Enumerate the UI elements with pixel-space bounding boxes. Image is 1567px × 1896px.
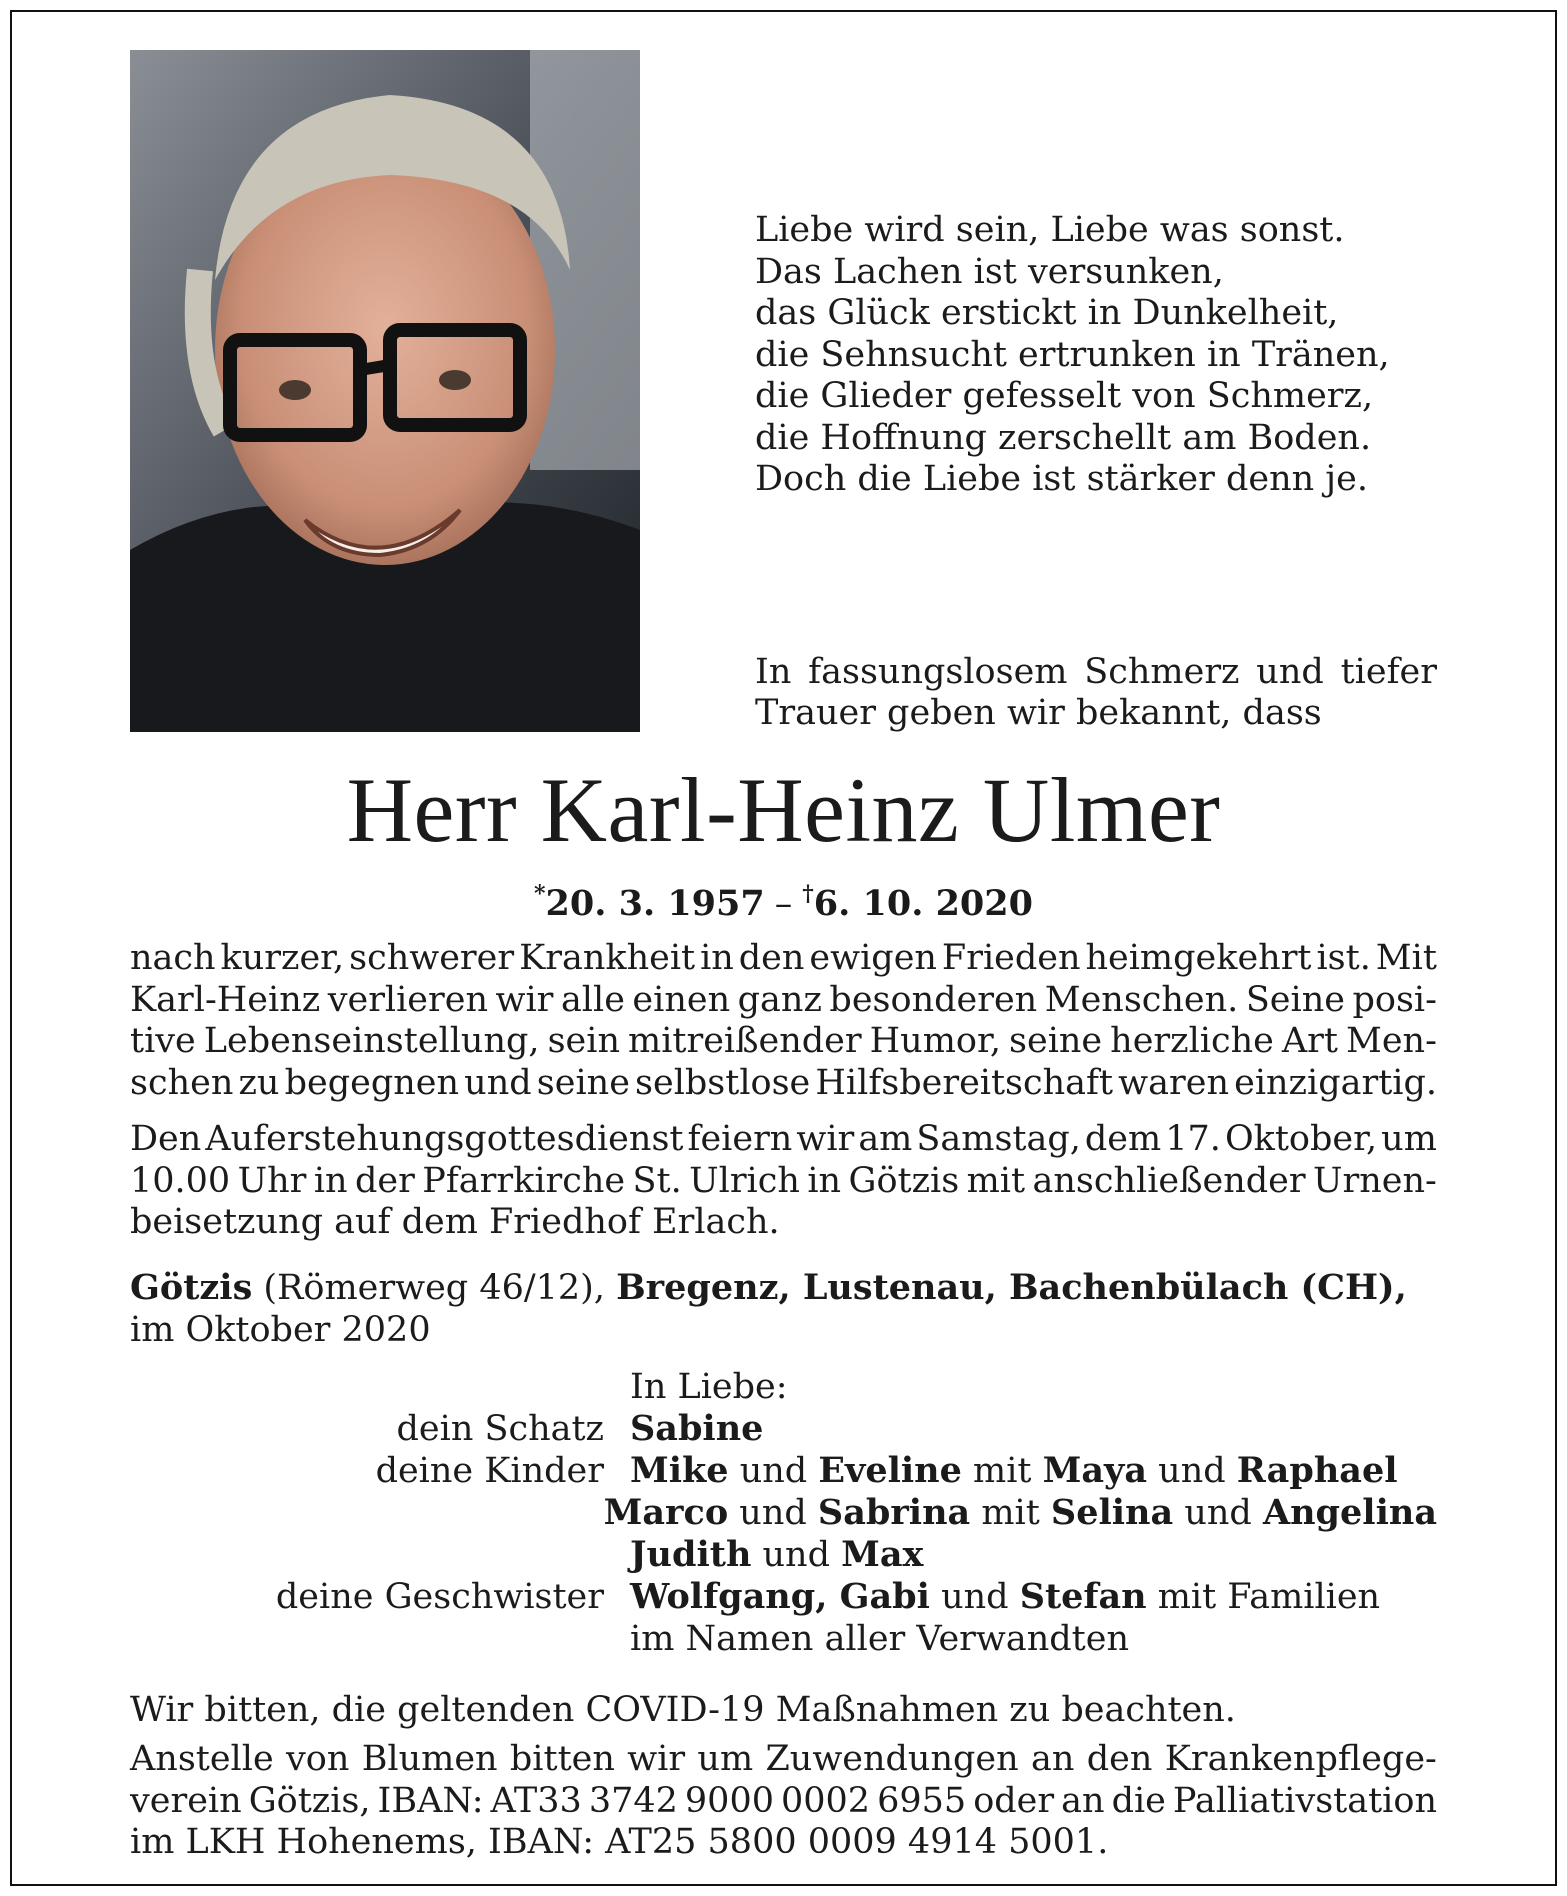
word: Krankenpflege- — [1164, 1739, 1437, 1779]
word: zu — [238, 1062, 280, 1103]
word: Uhr — [237, 1160, 307, 1201]
word: ganz — [737, 979, 822, 1020]
covid-notice: Wir bitten, die geltenden COVID-19 Maßnahmen zu beachten. — [130, 1690, 1236, 1730]
mourner-name: Sabine — [630, 1408, 764, 1449]
word: herzliche — [1110, 1021, 1274, 1062]
paragraph-last-line: beisetzung auf dem Friedhof Erlach. — [130, 1202, 780, 1243]
justified-line — [130, 980, 1437, 1022]
mourner-names — [630, 1450, 1398, 1492]
justified-line — [130, 1119, 1437, 1161]
mourner-row — [130, 1408, 1437, 1450]
connector-text: mit — [961, 1451, 1043, 1491]
mourners-heading: In Liebe: — [630, 1367, 788, 1407]
intro-line-2: Trauer geben wir bekannt, dass — [755, 693, 1322, 733]
mourner-name: Stefan — [1019, 1576, 1147, 1617]
word: am — [858, 1119, 913, 1159]
word: St. — [632, 1160, 682, 1201]
word: Seine — [1245, 979, 1345, 1020]
mourner-name: Raphael — [1236, 1450, 1398, 1491]
intro-line-1 — [755, 652, 1437, 693]
connector-text: mit — [970, 1493, 1051, 1533]
word: Götzis — [848, 1160, 960, 1201]
word: Krankheit — [519, 938, 696, 978]
mourner-role: dein Schatz — [396, 1409, 604, 1449]
word: waren — [1118, 1062, 1229, 1103]
word: Palliativstation — [1172, 1780, 1437, 1821]
justified-line — [130, 1781, 1437, 1823]
date-line: im Oktober 2020 — [130, 1309, 431, 1350]
mourner-names — [630, 1408, 763, 1450]
word: Auferstehungsgottesdienst — [205, 1119, 684, 1159]
mourner-name: Marco — [603, 1492, 729, 1533]
word: Urnen- — [1313, 1160, 1437, 1201]
word: verein — [130, 1780, 242, 1821]
mourner-name: Max — [841, 1534, 924, 1575]
word: 17. — [1165, 1119, 1221, 1159]
mourner-role — [130, 1492, 604, 1534]
word: der — [355, 1160, 415, 1201]
birth-date: 20. 3. 1957 — [545, 883, 765, 924]
death-date: 6. 10. 2020 — [813, 883, 1033, 924]
word: Art — [1281, 1021, 1338, 1062]
mourner-name: Wolfgang, Gabi — [630, 1576, 930, 1617]
service-paragraph — [130, 1119, 1437, 1244]
connector-text: im Namen aller Verwandten — [630, 1619, 1129, 1659]
word: Men- — [1345, 1021, 1437, 1062]
donation-paragraph — [130, 1739, 1437, 1864]
intro-word: Schmerz — [1084, 652, 1240, 692]
word: alle — [560, 979, 625, 1020]
word: um — [697, 1739, 754, 1779]
word: besonderen — [829, 979, 1038, 1020]
word: verlieren — [327, 979, 489, 1020]
mourner-name: Selina — [1050, 1492, 1174, 1533]
word: Mit — [1375, 938, 1437, 978]
portrait-photo — [130, 50, 640, 732]
word: Karl-Heinz — [130, 979, 321, 1020]
mourner-name: Sabrina — [817, 1492, 971, 1533]
justified-line — [130, 1063, 1437, 1105]
justified-line — [130, 1161, 1437, 1203]
mourner-name: Judith — [630, 1534, 752, 1575]
word: 9000 — [684, 1780, 774, 1821]
word: Menschen. — [1044, 979, 1239, 1020]
word: Samstag, — [916, 1119, 1081, 1159]
word: wir — [627, 1739, 686, 1779]
word: ewigen — [809, 938, 937, 978]
connector-text: und — [929, 1577, 1020, 1617]
word: Lebenseinstellung, — [203, 1021, 540, 1062]
word: posi- — [1352, 979, 1437, 1020]
word: den — [1086, 1739, 1153, 1779]
place-and-date — [130, 1267, 1407, 1351]
word: kurzer, — [220, 938, 345, 978]
mourner-names — [630, 1576, 1380, 1618]
word: sein — [547, 1021, 620, 1062]
other-places: Bregenz, Lustenau, Bachenbülach (CH), — [616, 1267, 1407, 1308]
mourner-role: deine Geschwister — [275, 1577, 604, 1617]
word: einen — [632, 979, 731, 1020]
poem-line: das Glück erstickt in Dunkelheit, — [755, 293, 1339, 333]
word: Oktober, — [1224, 1119, 1378, 1159]
word: 10.00 — [130, 1160, 231, 1201]
poem — [755, 210, 1390, 501]
mourner-names — [630, 1534, 923, 1576]
mourner-name: Maya — [1042, 1450, 1148, 1491]
mourner-role — [130, 1534, 630, 1576]
word: seine — [536, 1062, 630, 1103]
word: anschließender — [1032, 1160, 1306, 1201]
word: Hilfsbereitschaft — [815, 1062, 1114, 1103]
intro-word: und — [1256, 652, 1324, 692]
intro-word: fassungslosem — [808, 652, 1068, 692]
mourner-names — [604, 1492, 1437, 1534]
poem-line: die Hoffnung zerschellt am Boden. — [755, 417, 1372, 458]
places-line — [130, 1267, 1407, 1310]
word: feiern — [687, 1119, 793, 1159]
word: IBAN: — [377, 1780, 484, 1821]
connector-text: und — [751, 1535, 842, 1575]
word: selbstlose — [635, 1062, 811, 1103]
word: an — [1061, 1780, 1105, 1821]
intro-word: tiefer — [1340, 652, 1437, 692]
word: Frieden — [941, 938, 1081, 978]
mourner-role: deine Kinder — [375, 1451, 604, 1491]
word: bitten — [509, 1739, 615, 1779]
word: wir — [796, 1119, 855, 1159]
justified-line — [130, 938, 1437, 980]
connector-text: und — [1147, 1451, 1237, 1491]
word: schen — [130, 1062, 234, 1103]
connector-text: und — [1173, 1493, 1263, 1533]
mourner-name: Angelina — [1262, 1492, 1437, 1533]
connector-text: und — [728, 1493, 818, 1533]
word: 0002 — [781, 1780, 871, 1821]
word: dem — [1084, 1119, 1162, 1159]
word: tive — [130, 1021, 196, 1062]
paragraph-last-line: im LKH Hohenems, IBAN: AT25 5800 0009 4914 5001. — [130, 1822, 1109, 1863]
word: den — [738, 938, 805, 978]
mourner-row — [130, 1450, 1437, 1492]
mourner-row — [130, 1534, 1437, 1576]
word: in — [807, 1160, 842, 1201]
word: 3742 — [588, 1780, 678, 1821]
mourner-role — [130, 1618, 630, 1660]
word: Zuwendungen — [765, 1739, 1019, 1779]
word: Pfarrkirche — [422, 1160, 626, 1201]
poem-line: Doch die Liebe ist stärker denn je. — [755, 459, 1368, 499]
word: Blumen — [361, 1739, 498, 1779]
word: schwerer — [349, 938, 515, 978]
justified-line — [130, 1021, 1437, 1063]
birth-symbol: * — [534, 881, 546, 907]
word: in — [313, 1160, 348, 1201]
poem-line: die Glieder gefesselt von Schmerz, — [755, 376, 1374, 416]
mourner-name: Eveline — [818, 1450, 962, 1491]
mourners-list — [130, 1366, 1437, 1660]
word: wir — [495, 979, 554, 1020]
life-dates — [0, 872, 1567, 926]
word: mit — [966, 1160, 1026, 1201]
poem-line: Liebe wird sein, Liebe was sonst. — [755, 210, 1345, 250]
mourner-names — [630, 1618, 1129, 1660]
mourner-name: Mike — [630, 1450, 729, 1491]
announcement-intro — [755, 652, 1437, 734]
word: und — [464, 1062, 532, 1103]
word: die — [1111, 1780, 1166, 1821]
word: heimgekehrt — [1085, 938, 1312, 978]
address: (Römerweg 46/12), — [252, 1268, 617, 1308]
word: Götzis, — [248, 1780, 371, 1821]
mourner-rows — [130, 1408, 1437, 1660]
poem-line: die Sehnsucht ertrunken in Tränen, — [755, 334, 1390, 375]
word: Humor, — [869, 1021, 1001, 1062]
mourner-row — [130, 1492, 1437, 1534]
death-symbol: † — [802, 881, 814, 907]
justified-line — [130, 1739, 1437, 1781]
word: an — [1031, 1739, 1075, 1779]
deceased-name: Herr Karl-Heinz Ulmer — [346, 759, 1221, 861]
connector-text: und — [728, 1451, 819, 1491]
word: begegnen — [284, 1062, 460, 1103]
word: mitreißender — [628, 1021, 862, 1062]
obituary-paragraph-1 — [130, 938, 1437, 1104]
word: oder — [973, 1780, 1055, 1821]
date-dash: – — [774, 884, 793, 924]
mourner-row — [130, 1618, 1437, 1660]
word: AT33 — [490, 1780, 582, 1821]
word: 6955 — [877, 1780, 967, 1821]
word: von — [285, 1739, 350, 1779]
word: Anstelle — [130, 1739, 274, 1779]
word: einzigartig. — [1234, 1062, 1437, 1103]
word: Ulrich — [689, 1160, 800, 1201]
mourner-row — [130, 1576, 1437, 1618]
word: ist. — [1316, 938, 1371, 978]
word: seine — [1009, 1021, 1103, 1062]
word: Den — [130, 1119, 202, 1159]
town-name: Götzis — [130, 1267, 253, 1308]
poem-line: Das Lachen ist versunken, — [755, 251, 1224, 292]
mourners-heading-row — [130, 1366, 1437, 1408]
connector-text: mit Familien — [1146, 1577, 1381, 1617]
intro-word: In — [755, 652, 792, 692]
word: um — [1381, 1119, 1437, 1159]
word: nach — [130, 938, 216, 978]
word: in — [700, 938, 734, 978]
